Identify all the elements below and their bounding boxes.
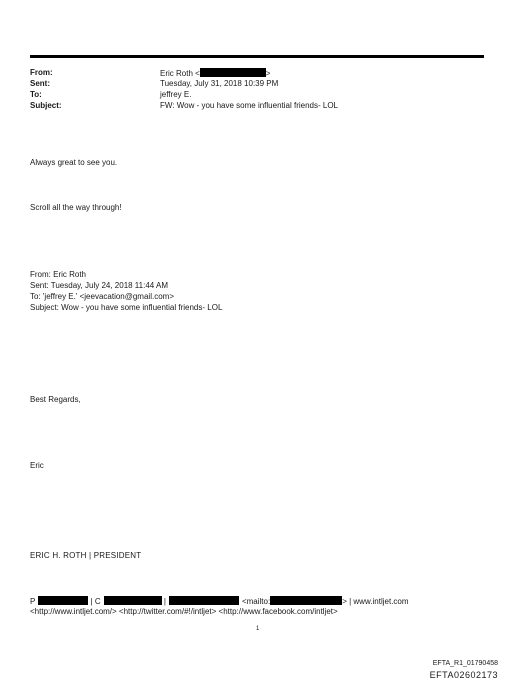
- to-value: jeffrey E.: [160, 90, 192, 99]
- page-number: 1: [256, 626, 260, 632]
- redaction-block: [104, 596, 162, 605]
- closing-name: Eric: [30, 461, 44, 470]
- from-name: Eric Roth <: [160, 69, 200, 78]
- contact-line: [30, 596, 409, 607]
- separator: |: [163, 597, 166, 606]
- redaction-block: [169, 596, 239, 605]
- contact-links[interactable]: <http://www.intljet.com/> <http://twitter.com/#!/intljet> <http://www.facebook.com/intljet>: [30, 607, 338, 616]
- forwarded-sent: Sent: Tuesday, July 24, 2018 11:44 AM: [30, 281, 169, 290]
- forwarded-from: From: Eric Roth: [30, 270, 87, 279]
- closing-regards: Best Regards,: [30, 395, 81, 404]
- body-line-1: Always great to see you.: [30, 158, 118, 167]
- forwarded-to: To: 'jeffrey E.' <jeevacation@gmail.com>: [30, 292, 174, 301]
- to-label: To:: [30, 90, 42, 99]
- subject-value: FW: Wow - you have some influential friends- LOL: [160, 101, 338, 110]
- signature-title: ERIC H. ROTH | PRESIDENT: [30, 551, 142, 560]
- sent-label: Sent:: [30, 79, 50, 88]
- bates-number-2: EFTA02602173: [429, 670, 498, 680]
- redaction-block: [38, 596, 88, 605]
- bates-number-1: EFTA_R1_01790458: [432, 660, 498, 667]
- redaction-block: [200, 68, 266, 77]
- redaction-block: [270, 596, 342, 605]
- body-line-2: Scroll all the way through!: [30, 203, 122, 212]
- forwarded-subject: Subject: Wow - you have some influential friends- LOL: [30, 303, 223, 312]
- from-label: From:: [30, 68, 53, 77]
- from-value-end: >: [265, 69, 271, 78]
- from-value: [160, 68, 270, 79]
- header-rule: [30, 55, 484, 58]
- sent-value: Tuesday, July 31, 2018 10:39 PM: [160, 79, 279, 88]
- mailto-text: <mailto:: [241, 597, 271, 606]
- phone-prefix: P: [30, 597, 36, 606]
- website-link[interactable]: > | www.intljet.com: [342, 597, 409, 606]
- subject-label: Subject:: [30, 101, 62, 110]
- cell-prefix: | C: [90, 597, 101, 606]
